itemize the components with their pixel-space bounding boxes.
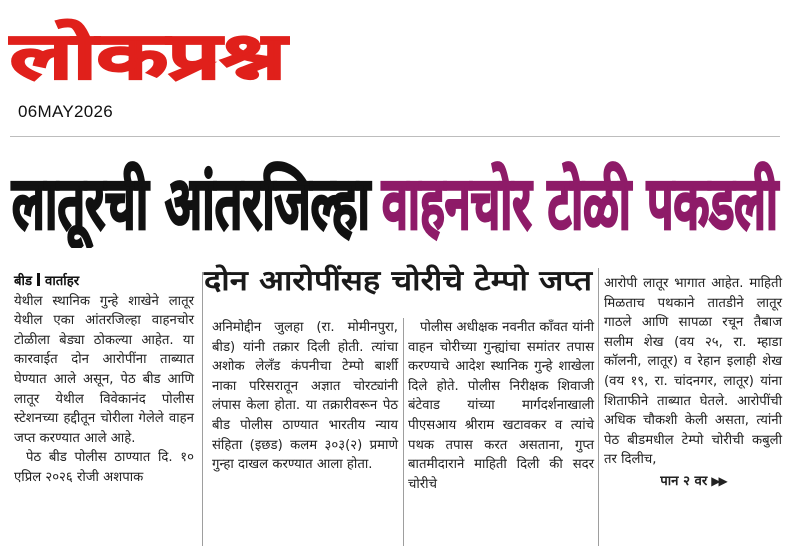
article-column-3 — [408, 318, 594, 546]
header-rule — [10, 136, 780, 137]
article-column-1 — [14, 272, 194, 546]
headline-part2: वाहनचोर टोळी पकडली — [380, 161, 780, 245]
article-column-4 — [604, 274, 782, 546]
column-1-paragraph-1: येथील स्थानिक गुन्हे शाखेने लातूर येथील एका आंतरजिल्हा वाहनचोर टोळीला बेड्या ठोकल्या आहेत. या कारवाईत दोन आरोपींना ताब्यात घेण्यात आले असून, पेठ बीड आणि लातूर येथील विवेकानंद पोलीस स्टेशनच्या हद्दीतून चोरीला गेलेले वाहन जप्त करण्यात आले आहे. — [14, 293, 194, 446]
column-2-paragraph-1: अनिमोद्दीन जुलहा (रा. मोमीनपुरा, बीड) यांनी तक्रार दिली होती. त्यांचा अशोक लेलँड कंपनीचा टेम्पो बार्शी नाका परिसरातून अज्ञात चोरट्यांनी लंपास केला होता. या तक्रारीवरून पेठ बीड पोलीस ठाण्यात भारतीय न्याय संहिता (इछड) कलम ३०३(२) प्रमाणे गुन्हा दाखल करण्यात आला होता. — [212, 320, 398, 473]
column-1-paragraph-2: पेठ बीड पोलीस ठाण्यात दि. १० एप्रिल २०२६ रोजी अशपाक — [14, 450, 194, 485]
issue-date: 06MAY2026 — [18, 102, 114, 121]
masthead-logo-text: लोकप्रश्न — [10, 20, 201, 94]
byline-place: बीड — [14, 274, 33, 289]
column-divider — [598, 268, 599, 546]
masthead-logo-art — [8, 6, 290, 96]
headline-part1: लातूरची आंतरजिल्हा — [12, 161, 544, 245]
masthead-logo — [8, 6, 290, 96]
subheadline-text: दोन आरोपींसह चोरीचे टेम्पो जप्त — [202, 264, 594, 297]
subheadline — [202, 258, 594, 302]
article-column-2 — [212, 318, 398, 546]
byline-reporter: वार्ताहर — [45, 274, 80, 289]
headline-art — [10, 150, 782, 248]
subheadline-art — [202, 258, 594, 302]
column-divider — [403, 318, 404, 546]
column-divider — [202, 272, 203, 546]
headline — [10, 150, 782, 248]
continued-on-page[interactable] — [604, 472, 782, 492]
column-4-paragraph-1: आरोपी लातूर भागात आहेत. माहिती मिळताच पथकाने तातडीने लातूर गाठले आणि सापळा रचून तैबाज सलीम शेख (वय २५, रा. म्हाडा कॉलनी, लातूर) व रेहान इलाही शेख (वय १९, रा. चांदनगर, लातूर) यांना शिताफीने ताब्यात घेतले. आरोपींची अधिक चौकशी केली असता, त्यांनी पेठ बीडमधील टेम्पो चोरीची कबुली तर दिलीच, — [604, 276, 782, 468]
byline-separator — [37, 273, 40, 286]
continue-arrow-icon: ▶▶ — [711, 473, 726, 488]
column-3-paragraph-1: पोलीस अधीक्षक नवनीत काँवत यांनी वाहन चोरीच्या गुन्ह्यांचा समांतर तपास करण्याचे आदेश स्थानिक गुन्हे शाखेला दिले होते. पोलीस निरीक्षक शिवाजी बंटेवाड यांच्या मार्गदर्शनाखाली पीएसआय श्रीराम खटावकर व त्यांचे पथक तपास करत असताना, गुप्त बातमीदाराने माहिती दिली की सदर चोरीचे — [408, 320, 594, 492]
byline — [14, 272, 194, 292]
continued-label: पान २ वर — [660, 473, 708, 489]
